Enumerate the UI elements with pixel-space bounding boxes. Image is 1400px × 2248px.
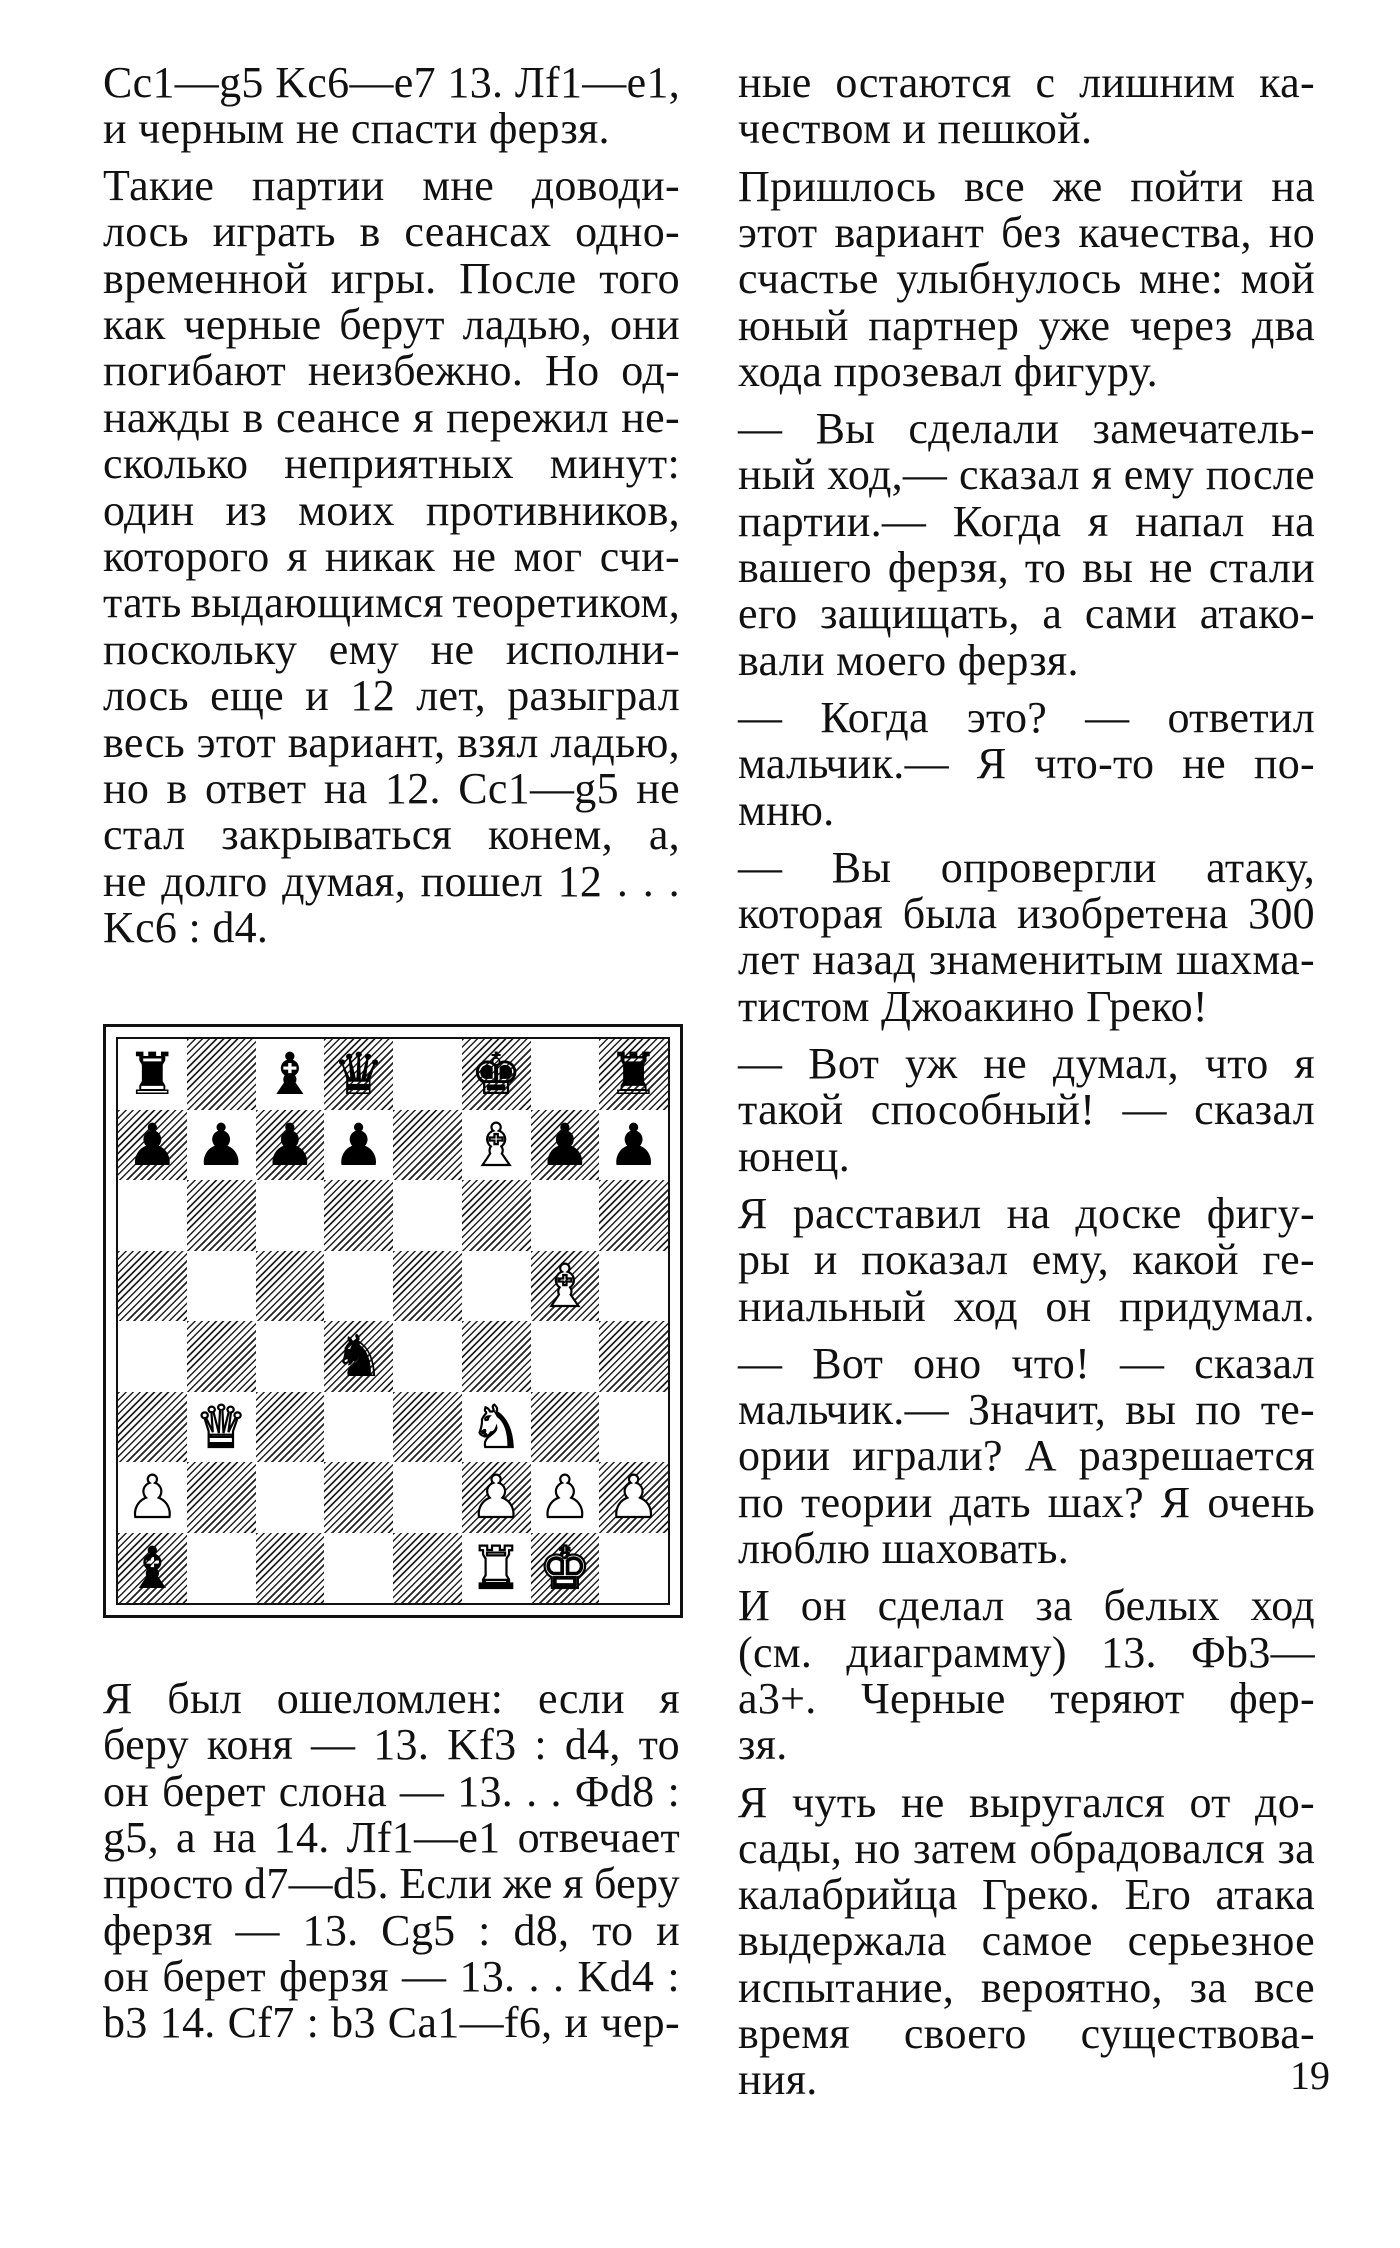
board-square [118, 1110, 187, 1181]
board-square [118, 1462, 187, 1533]
text-line: хода прозевал фигуру. [738, 346, 1158, 396]
board-square [118, 1321, 187, 1392]
text-line: Cc1—g5 Kc6—e7 13. Лf1—e1, [103, 58, 680, 107]
text-line: Я расставил на доске фигу- [738, 1188, 1315, 1238]
board-square [531, 1180, 600, 1251]
text-line: — Когда это? — ответил [738, 692, 1315, 742]
board-square [324, 1321, 393, 1392]
board-square [187, 1533, 256, 1604]
board-square [187, 1180, 256, 1251]
black-pawn-icon: ♟ [263, 1110, 316, 1179]
white-bishop-icon: ♝ [538, 1251, 591, 1320]
text-line: поскольку ему не исполни- [103, 624, 680, 674]
text-line: лось играть в сеансах одно- [103, 207, 680, 257]
board-square [256, 1110, 325, 1181]
board-square [256, 1533, 325, 1604]
text-line: зя. [738, 1720, 788, 1770]
text-line: его защищать, а сами атако- [738, 589, 1315, 639]
text-line: лось еще и 12 лет, разыграл [103, 671, 680, 721]
board-square [118, 1180, 187, 1251]
board-square [393, 1251, 462, 1322]
board-square [324, 1180, 393, 1251]
black-bishop-icon: ♝ [126, 1533, 179, 1602]
board-square [531, 1039, 600, 1110]
text-line: выдержала самое серьезное [738, 1916, 1315, 1966]
board-square [393, 1110, 462, 1181]
board-square [599, 1110, 668, 1181]
text-line: ферзя — 13. Cg5 : d8, то и [103, 1905, 680, 1955]
chess-diagram [103, 1024, 683, 1618]
white-pawn-icon: ♟ [538, 1463, 591, 1532]
text-line: — Вот оно что! — сказал [738, 1338, 1315, 1388]
text-line: испытание, вероятно, за все [738, 1962, 1315, 2012]
text-line: b3 14. Cf7 : b3 Ca1—f6, и чер- [103, 1998, 680, 2048]
text-line: Я чуть не выругался от до- [738, 1777, 1315, 1827]
board-square [462, 1533, 531, 1604]
board-square [599, 1039, 668, 1110]
board-square [462, 1392, 531, 1463]
board-square [599, 1462, 668, 1533]
text-line: чеством и пешкой. [738, 104, 1093, 154]
text-line: один из моих противников, [103, 485, 680, 535]
chess-board [116, 1037, 670, 1605]
text-line: Пришлось все же пойти на [738, 161, 1315, 211]
text-line: тистом Джоакино Греко! [738, 981, 1208, 1031]
text-line: которая была изобретена 300 [738, 889, 1315, 939]
text-line: юный партнер уже через два [738, 300, 1315, 350]
text-line: которого я никак не мог счи- [103, 532, 680, 581]
board-square [118, 1392, 187, 1463]
text-line: И он сделал за белых ход [738, 1581, 1315, 1631]
board-square [599, 1533, 668, 1604]
text-line: вали моего ферзя. [738, 635, 1079, 685]
text-line: ры и показал ему, какой ге- [738, 1235, 1315, 1285]
text-line: ный ход,— сказал я ему после [738, 450, 1315, 500]
board-square [187, 1321, 256, 1392]
board-square [324, 1462, 393, 1533]
board-square [531, 1321, 600, 1392]
board-square [393, 1462, 462, 1533]
text-line: мальчик.— Значит, вы по те- [738, 1385, 1315, 1435]
board-square [256, 1321, 325, 1392]
black-pawn-icon: ♟ [538, 1110, 591, 1179]
text-line: и черным не спасти ферзя. [103, 104, 610, 154]
black-pawn-icon: ♟ [332, 1110, 385, 1179]
board-square [256, 1462, 325, 1533]
text-line: временной игры. После того [103, 253, 680, 303]
text-line: он берет слона — 13. . . Фd8 : [103, 1766, 680, 1816]
board-square [324, 1251, 393, 1322]
text-line: тать выдающимся теоретиком, [103, 578, 680, 628]
board-square [187, 1392, 256, 1463]
board-square [462, 1039, 531, 1110]
black-pawn-icon: ♟ [607, 1110, 660, 1179]
text-line: весь этот вариант, взял ладью, [103, 717, 680, 767]
board-square [462, 1251, 531, 1322]
board-square [599, 1251, 668, 1322]
board-square [324, 1392, 393, 1463]
board-square [256, 1039, 325, 1110]
board-square [187, 1251, 256, 1322]
black-bishop-icon: ♝ [263, 1040, 316, 1109]
page-number: 19 [1290, 2053, 1330, 2098]
text-line: a3+. Черные теряют фер- [738, 1673, 1315, 1723]
white-queen-icon: ♛ [195, 1392, 248, 1461]
board-square [324, 1039, 393, 1110]
board-square [393, 1039, 462, 1110]
black-knight-icon: ♞ [332, 1322, 385, 1391]
black-pawn-icon: ♟ [126, 1110, 179, 1179]
board-square [393, 1392, 462, 1463]
board-square [118, 1039, 187, 1110]
white-knight-icon: ♞ [470, 1392, 523, 1461]
text-line: счастье улыбнулось мне: мой [738, 254, 1315, 304]
board-square [599, 1180, 668, 1251]
white-bishop-icon: ♝ [470, 1110, 523, 1179]
board-square [462, 1321, 531, 1392]
text-line: мальчик.— Я что-то не по- [738, 739, 1315, 789]
text-line: сколько неприятных минут: [103, 439, 680, 489]
board-square [118, 1533, 187, 1604]
board-square [531, 1462, 600, 1533]
board-square [393, 1321, 462, 1392]
text-line: нажды в сеансе я пережил не- [103, 392, 680, 442]
text-line: — Вы сделали замечатель- [738, 404, 1315, 454]
white-king-icon: ♚ [538, 1533, 591, 1602]
board-square [256, 1392, 325, 1463]
text-line: — Вот уж не думал, что я [738, 1039, 1315, 1088]
board-square [187, 1039, 256, 1110]
black-rook-icon: ♜ [607, 1040, 660, 1109]
board-square [256, 1251, 325, 1322]
text-line: партии.— Когда я напал на [738, 496, 1315, 546]
text-line: погибают неизбежно. Но од- [103, 346, 680, 396]
text-line: вашего ферзя, то вы не стали [738, 543, 1315, 592]
board-square [187, 1462, 256, 1533]
board-square [462, 1180, 531, 1251]
board-square [531, 1110, 600, 1181]
black-rook-icon: ♜ [126, 1040, 179, 1109]
text-line: (см. диаграмму) 13. Фb3— [738, 1627, 1315, 1677]
white-pawn-icon: ♟ [470, 1463, 523, 1532]
text-line: ории играли? А разрешается [738, 1431, 1315, 1481]
board-square [531, 1533, 600, 1604]
board-square [187, 1110, 256, 1181]
text-line: просто d7—d5. Если же я беру [103, 1859, 680, 1909]
black-queen-icon: ♛ [332, 1040, 385, 1109]
text-line: калабрийца Греко. Его атака [738, 1870, 1315, 1920]
board-square [599, 1321, 668, 1392]
board-square [324, 1533, 393, 1604]
text-line: беру коня — 13. Kf3 : d4, то [103, 1720, 680, 1770]
white-pawn-icon: ♟ [607, 1463, 660, 1532]
text-line: Такие партии мне доводи- [103, 160, 680, 210]
board-square [531, 1251, 600, 1322]
text-line: ниальный ход он придумал. [738, 1281, 1315, 1331]
text-line: g5, а на 14. Лf1—e1 отвечает [103, 1812, 680, 1862]
text-line: сады, но затем обрадовался за [738, 1823, 1315, 1873]
text-line: стал закрываться конем, а, [103, 810, 680, 860]
text-line: ные остаются с лишним ка- [738, 58, 1315, 107]
text-line: не долго думая, пошел 12 . . . [103, 856, 680, 906]
text-line: этот вариант без качества, но [738, 207, 1315, 257]
board-square [462, 1110, 531, 1181]
text-line: время своего существова- [738, 2009, 1315, 2058]
text-line: мню. [738, 785, 835, 835]
text-line: но в ответ на 12. Cc1—g5 не [103, 764, 680, 813]
board-square [393, 1180, 462, 1251]
text-line: по теории дать шах? Я очень [738, 1477, 1315, 1527]
board-square [118, 1251, 187, 1322]
board-square [256, 1180, 325, 1251]
board-square [393, 1533, 462, 1604]
black-king-icon: ♚ [470, 1040, 523, 1109]
text-line: Я был ошеломлен: если я [103, 1674, 680, 1723]
text-line: — Вы опровергли атаку, [738, 842, 1315, 892]
text-line: он берет ферзя — 13. . . Kd4 : [103, 1951, 680, 2001]
text-line: люблю шаховать. [738, 1524, 1070, 1573]
text-line: такой способный! — сказал [738, 1085, 1315, 1135]
text-line: лет назад знаменитым шахма- [738, 935, 1315, 985]
board-square [599, 1392, 668, 1463]
white-pawn-icon: ♟ [126, 1463, 179, 1532]
text-line: юнец. [738, 1131, 850, 1181]
text-line: Kc6 : d4. [103, 903, 269, 953]
white-rook-icon: ♜ [470, 1533, 523, 1602]
text-line: как черные берут ладью, они [103, 300, 680, 349]
board-square [324, 1110, 393, 1181]
board-square [462, 1462, 531, 1533]
black-pawn-icon: ♟ [195, 1110, 248, 1179]
text-line: ния. [738, 2055, 818, 2105]
board-square [531, 1392, 600, 1463]
